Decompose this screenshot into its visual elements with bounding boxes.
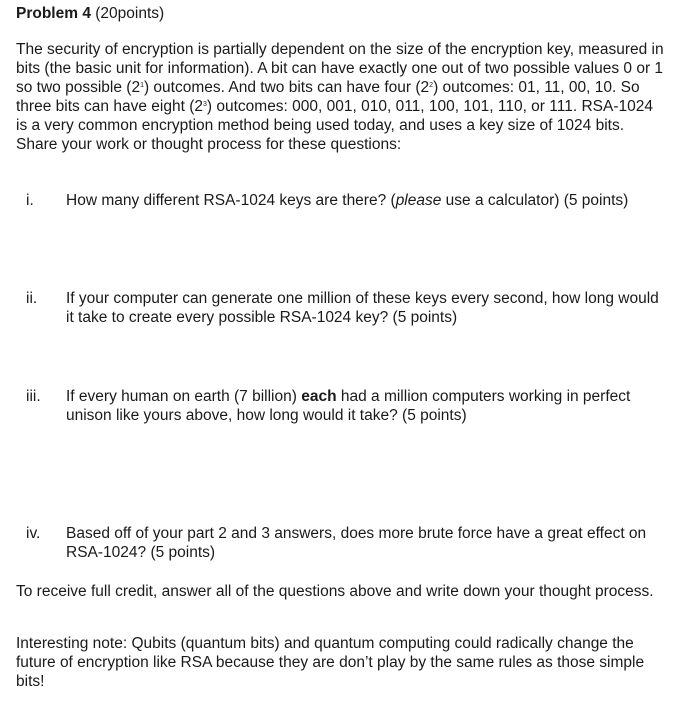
question-text	[66, 387, 666, 425]
question-number: i.	[26, 192, 34, 209]
problem-points: (20points)	[90, 5, 165, 22]
question-text-part: How many different RSA-1024 keys are there? (	[66, 192, 396, 209]
problem-document	[16, 0, 668, 690]
intro-text-1: The security of encryption is partially dependent on the size of the encryption key, measured in bits (the basic unit for information). A bit can have exactly one out of two possible values 0 or 1 so two possible (2	[16, 41, 664, 96]
question-number: ii.	[26, 290, 38, 307]
question-text-part: had a million computers working in perfect unison like yours above, how long would it take? (5 points)	[66, 388, 631, 424]
credit-paragraph: To receive full credit, answer all of the questions above and write down your thought process.	[16, 583, 654, 600]
question-text-part: use a calculator) (5 points)	[441, 192, 629, 209]
question-text: Based off of your part 2 and 3 answers, does more brute force have a great effect on RSA-1024? (5 points)	[66, 525, 647, 561]
exponent-2: 2	[429, 82, 434, 89]
question-number: iv.	[26, 525, 41, 542]
question-emphasis: each	[301, 388, 337, 405]
problem-number: Problem 4	[16, 5, 91, 22]
intro-text-4: ) outcomes: 000, 001, 010, 011, 100, 101, 110, or 111. RSA-1024 is a very common encryption method being used today, and uses a key size of 1024 bits. Share your work or thought process for these questions:	[16, 98, 653, 153]
exponent-1: 1	[140, 82, 144, 89]
exponent-3: 3	[202, 101, 207, 108]
problem-heading	[16, 4, 668, 23]
question-emphasis: please	[395, 192, 442, 209]
intro-text-2: ) outcomes. And two bits can have four (2	[143, 79, 430, 96]
question-text: If your computer can generate one million of these keys every second, how long would it take to create every possible RSA-1024 key? (5 points)	[66, 290, 659, 326]
intro-text-3: ) outcomes: 01, 11, 00, 10. So three bits can have eight (2	[16, 79, 640, 115]
interesting-note-paragraph: Interesting note: Qubits (quantum bits) and quantum computing could radically change the future of encryption like RSA because they are don’t play by the same rules as those simple bits!	[16, 635, 645, 690]
intro-paragraph	[16, 40, 668, 154]
question-text-part: If every human on earth (7 billion)	[66, 388, 302, 405]
question-text	[66, 191, 666, 210]
question-number: iii.	[26, 388, 41, 405]
